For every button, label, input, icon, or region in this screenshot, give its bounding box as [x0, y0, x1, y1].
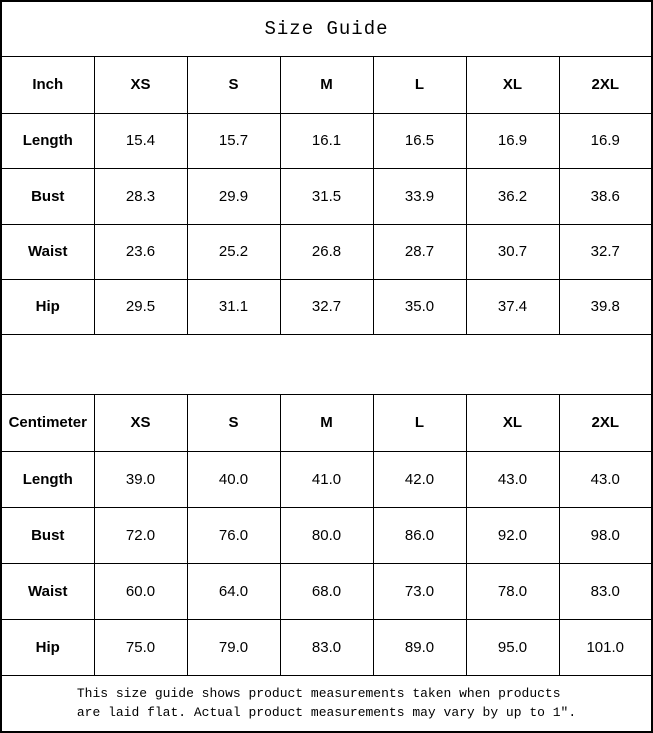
size-header-2xl: 2XL	[559, 394, 652, 451]
inch-header-row	[1, 56, 652, 113]
size-cell: 83.0	[559, 563, 652, 619]
unit-header-inch: Inch	[1, 56, 94, 113]
table-row	[1, 619, 652, 675]
table-row	[1, 563, 652, 619]
footer-line-2: are laid flat. Actual product measurements may vary by up to 1″.	[76, 705, 577, 721]
row-label-hip: Hip	[1, 619, 94, 675]
size-cell: 43.0	[466, 451, 559, 507]
row-label-waist: Waist	[1, 563, 94, 619]
row-label-bust: Bust	[1, 168, 94, 224]
spacer-cell	[1, 334, 652, 394]
size-cell: 16.1	[280, 113, 373, 168]
size-cell: 28.7	[373, 224, 466, 279]
footer-note-text	[77, 684, 576, 722]
size-cell: 92.0	[466, 507, 559, 563]
size-cell: 30.7	[466, 224, 559, 279]
size-cell: 86.0	[373, 507, 466, 563]
size-cell: 16.9	[466, 113, 559, 168]
table-row	[1, 113, 652, 168]
footer-note	[1, 675, 652, 732]
size-header-s: S	[187, 394, 280, 451]
spacer-row	[1, 334, 652, 394]
size-cell: 15.7	[187, 113, 280, 168]
size-cell: 37.4	[466, 279, 559, 334]
size-cell: 31.1	[187, 279, 280, 334]
page-title: Size Guide	[1, 1, 652, 56]
size-cell: 25.2	[187, 224, 280, 279]
size-header-m: M	[280, 56, 373, 113]
size-cell: 80.0	[280, 507, 373, 563]
size-cell: 79.0	[187, 619, 280, 675]
size-cell: 36.2	[466, 168, 559, 224]
size-cell: 68.0	[280, 563, 373, 619]
title-row	[1, 1, 652, 56]
table-row	[1, 507, 652, 563]
size-cell: 31.5	[280, 168, 373, 224]
size-cell: 40.0	[187, 451, 280, 507]
size-header-2xl: 2XL	[559, 56, 652, 113]
size-cell: 101.0	[559, 619, 652, 675]
size-cell: 16.9	[559, 113, 652, 168]
size-cell: 32.7	[559, 224, 652, 279]
size-cell: 73.0	[373, 563, 466, 619]
unit-header-centimeter: Centimeter	[1, 394, 94, 451]
size-header-xl: XL	[466, 56, 559, 113]
size-cell: 39.0	[94, 451, 187, 507]
size-cell: 95.0	[466, 619, 559, 675]
size-cell: 78.0	[466, 563, 559, 619]
table-row	[1, 451, 652, 507]
size-header-s: S	[187, 56, 280, 113]
size-cell: 64.0	[187, 563, 280, 619]
size-cell: 98.0	[559, 507, 652, 563]
table-row	[1, 168, 652, 224]
size-header-xs: XS	[94, 394, 187, 451]
size-cell: 76.0	[187, 507, 280, 563]
size-cell: 29.5	[94, 279, 187, 334]
size-cell: 16.5	[373, 113, 466, 168]
table-row	[1, 279, 652, 334]
size-cell: 33.9	[373, 168, 466, 224]
size-cell: 38.6	[559, 168, 652, 224]
size-cell: 41.0	[280, 451, 373, 507]
size-cell: 28.3	[94, 168, 187, 224]
footer-line-1: This size guide shows product measurements taken when products	[76, 686, 561, 702]
size-header-xs: XS	[94, 56, 187, 113]
table-row	[1, 224, 652, 279]
row-label-waist: Waist	[1, 224, 94, 279]
size-cell: 75.0	[94, 619, 187, 675]
size-cell: 35.0	[373, 279, 466, 334]
size-header-l: L	[373, 394, 466, 451]
row-label-bust: Bust	[1, 507, 94, 563]
centimeter-header-row	[1, 394, 652, 451]
size-cell: 26.8	[280, 224, 373, 279]
size-cell: 29.9	[187, 168, 280, 224]
size-cell: 39.8	[559, 279, 652, 334]
row-label-length: Length	[1, 113, 94, 168]
size-header-l: L	[373, 56, 466, 113]
size-cell: 43.0	[559, 451, 652, 507]
size-cell: 89.0	[373, 619, 466, 675]
size-header-m: M	[280, 394, 373, 451]
size-cell: 83.0	[280, 619, 373, 675]
size-cell: 15.4	[94, 113, 187, 168]
size-cell: 42.0	[373, 451, 466, 507]
footer-row	[1, 675, 652, 732]
size-cell: 72.0	[94, 507, 187, 563]
size-cell: 23.6	[94, 224, 187, 279]
row-label-length: Length	[1, 451, 94, 507]
size-cell: 32.7	[280, 279, 373, 334]
row-label-hip: Hip	[1, 279, 94, 334]
size-header-xl: XL	[466, 394, 559, 451]
size-cell: 60.0	[94, 563, 187, 619]
